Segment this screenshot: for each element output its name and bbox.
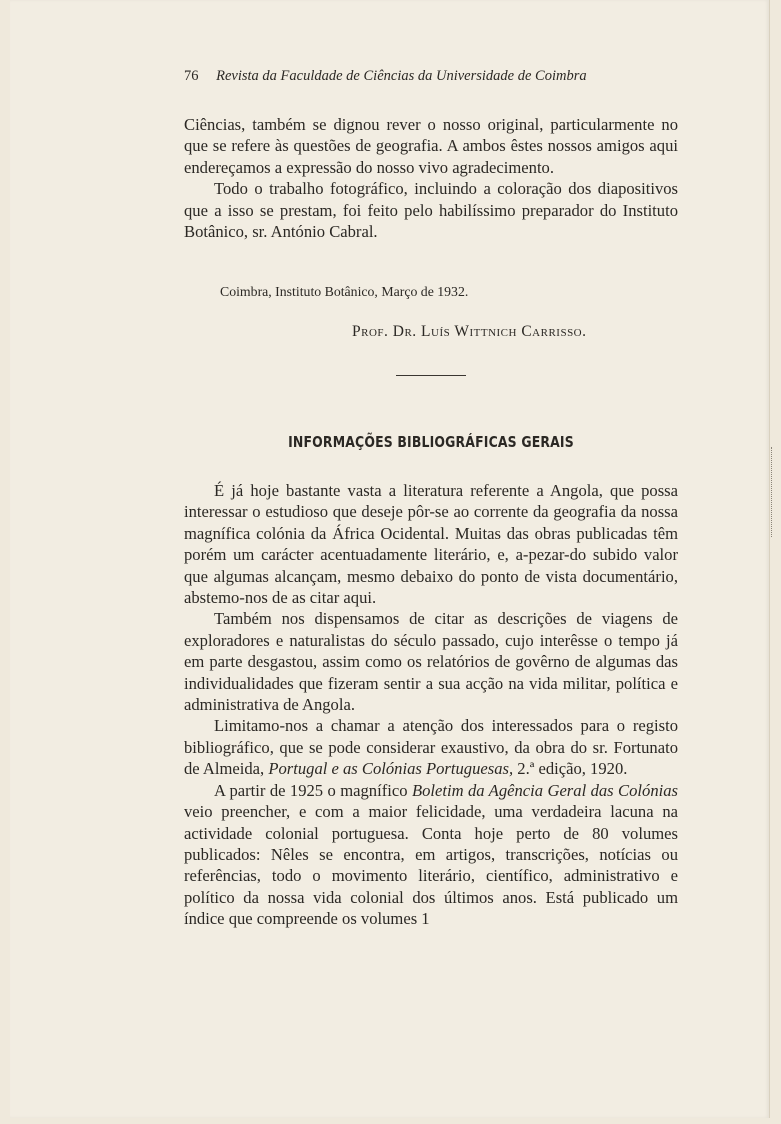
scan-edge-mark	[771, 447, 776, 537]
dateline: Coimbra, Instituto Botânico, Março de 1932.	[220, 284, 469, 299]
body-text	[184, 480, 678, 930]
body-paragraph-4	[184, 780, 678, 930]
intro-paragraph-2: Todo o trabalho fotográfico, incluindo a coloração dos diapositivos que a isso se prestam, foi feito pelo habilíssimo preparador do Instituto Botânico, sr. António Cabral.	[184, 179, 678, 242]
bulletin-title: Boletim da Agência Geral das Colónias	[411, 780, 678, 800]
section-divider	[396, 375, 466, 376]
intro-paragraph-1: Ciências, também se dignou rever o nosso original, particularmente no que se refere às questões de geografia. A ambos êstes nossos amigos aqui endereçamos a expressão do nosso vivo agradecimento.	[184, 115, 678, 177]
author-signature	[352, 323, 587, 341]
paragraph-4-text-a: A partir de 1925 o magnífico	[214, 780, 408, 800]
signature-text: Prof. Dr. Luís Wittnich Carrisso.	[352, 323, 587, 340]
paragraph-3-text-a: Limitamo-nos a chamar a atenção dos interessados para o registo bibliográfico, que se pode considerar exaustivo, da obra do sr. Fortunato de Almeida,	[184, 716, 678, 779]
page-number: 76	[184, 68, 199, 84]
book-page	[10, 0, 770, 1118]
running-head	[184, 68, 644, 85]
journal-title: Revista da Faculdade de Ciências da Universidade de Coimbra	[216, 68, 587, 84]
book-title-portugal: Portugal e as Colónias Portuguesas,	[268, 759, 514, 779]
body-paragraph-2: Também nos dispensamos de citar as descrições de viagens de exploradores e naturalistas do século passado, cujo interêsse o tempo já em parte desgastou, assim como os relatórios de govêrno de algumas das individualidades que fizeram sentir a sua acção na vida militar, política e administrativa de Angola.	[184, 609, 678, 715]
body-paragraph-3	[184, 715, 678, 779]
body-paragraph-1: É já hoje bastante vasta a literatura referente a Angola, que possa interessar o estudioso que deseje pôr-se ao corrente da geografia da nossa magnífica colónia da África Ocidental. Muitas das obras publicadas têm porém um carácter acentuadamente literário, e, a-pezar-do subido valor que algumas alcançam, mesmo debaixo do ponto de vista documentário, abstemo-nos de as citar aqui.	[184, 481, 678, 608]
intro-text	[184, 114, 678, 242]
paragraph-3-text-b: 2.ª edição, 1920.	[517, 759, 628, 779]
paragraph-4-text-b: veio preencher, e com a maior felicidade, uma verdadeira lacuna na actividade colonial portuguesa. Conta hoje perto de 80 volumes publicados: Nêles se encontra, em artigos, transcrições, notícias ou referências, todo o movimento literário, científico, administrativo e político da nossa vida colonial dos últimos anos. Está publicado um índice que compreende os volumes 1	[184, 802, 678, 929]
section-heading: INFORMAÇÕES BIBLIOGRÁFICAS GERAIS	[288, 433, 574, 451]
